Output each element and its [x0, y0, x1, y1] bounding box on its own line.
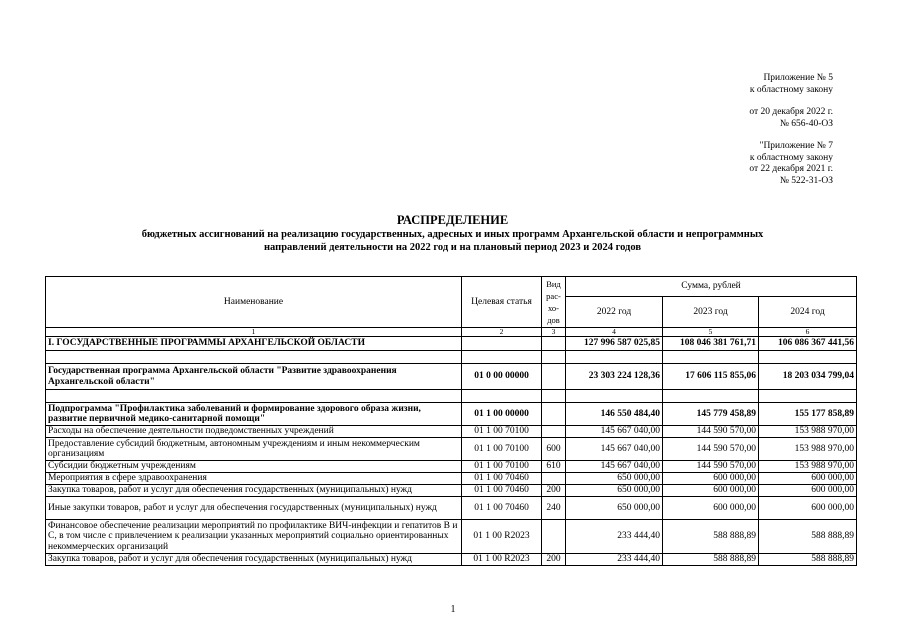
row-type: 240	[542, 497, 566, 520]
row-name: Закупка товаров, работ и услуг для обеспечения государственных (муниципальных) нужд	[46, 485, 462, 497]
row-code: 01 1 00 R2023	[462, 554, 542, 566]
row-2023: 144 590 570,00	[663, 461, 759, 473]
appendix-line: от 20 декабря 2022 г.	[749, 107, 833, 117]
row-name: Финансовое обеспечение реализации мероприятий по профилактике ВИЧ-инфекции и гепатитов В и С, в том числе с привлечением к реализации указанных мероприятий социально ориентированных некоммерческих организаций	[46, 520, 462, 554]
table-row	[46, 364, 857, 390]
row-name: Предоставление субсидий бюджетным, автономным учреждениям и иным некоммерческим организациям	[46, 438, 462, 461]
table-row	[46, 426, 857, 438]
row-2024: 600 000,00	[759, 473, 857, 485]
row-code: 01 1 00 70460	[462, 497, 542, 520]
table-row	[46, 473, 857, 485]
row-2023: 17 606 115 855,06	[663, 364, 759, 390]
row-2024: 153 988 970,00	[759, 438, 857, 461]
row-type	[542, 473, 566, 485]
appendix-line: "Приложение № 7	[759, 141, 833, 151]
appendix-line: № 656-40-ОЗ	[779, 118, 833, 129]
row-type	[542, 351, 566, 364]
row-2022	[566, 351, 663, 364]
column-number: 4	[566, 328, 663, 337]
column-number: 6	[759, 328, 857, 337]
row-2024: 18 203 034 799,04	[759, 364, 857, 390]
row-2022: 127 996 587 025,85	[566, 337, 663, 351]
row-2024: 600 000,00	[759, 497, 857, 520]
row-2023: 588 888,89	[663, 554, 759, 566]
row-2023: 600 000,00	[663, 473, 759, 485]
table-row	[46, 497, 857, 520]
row-name	[46, 351, 462, 364]
row-name	[46, 390, 462, 403]
row-name: Субсидии бюджетным учреждениям	[46, 461, 462, 473]
header-target: Целевая статья	[462, 277, 542, 328]
appendix-line: от 22 декабря 2021 г.	[749, 164, 833, 174]
appendix-line: к областному закону	[749, 84, 833, 95]
header-year-2024: 2024 год	[759, 297, 857, 328]
title-line: бюджетных ассигнований на реализацию государственных, адресных и иных программ Архангельской области и непрограммных	[141, 229, 764, 240]
row-2022	[566, 390, 663, 403]
row-2024: 153 988 970,00	[759, 461, 857, 473]
row-2022: 650 000,00	[566, 473, 663, 485]
row-code: 01 1 00 00000	[462, 403, 542, 426]
row-2024: 588 888,89	[759, 520, 857, 554]
row-type	[542, 403, 566, 426]
appendix-line: к областному закону	[749, 152, 833, 163]
table-row	[46, 520, 857, 554]
document-title	[40, 213, 865, 254]
header-year-2023: 2023 год	[663, 297, 759, 328]
row-code: 01 1 00 70460	[462, 485, 542, 497]
table-row	[46, 554, 857, 566]
row-name: Государственная программа Архангельской области "Развитие здравоохранения Архангельской области"	[46, 364, 462, 390]
row-code: 01 1 00 70100	[462, 461, 542, 473]
row-type	[542, 364, 566, 390]
row-2024: 106 086 367 441,56	[759, 337, 857, 351]
table-row	[46, 485, 857, 497]
header-year-2022: 2022 год	[566, 297, 663, 328]
budget-table	[45, 276, 857, 566]
header-sum: Сумма, рублей	[566, 277, 857, 297]
row-2023: 144 590 570,00	[663, 438, 759, 461]
row-2024: 155 177 858,89	[759, 403, 857, 426]
column-number: 1	[46, 328, 462, 337]
row-2022: 146 550 484,40	[566, 403, 663, 426]
row-type: 610	[542, 461, 566, 473]
row-name: Мероприятия в сфере здравоохранения	[46, 473, 462, 485]
table-row	[46, 461, 857, 473]
row-code: 01 0 00 00000	[462, 364, 542, 390]
row-name: Расходы на обеспечение деятельности подведомственных учреждений	[46, 426, 462, 438]
row-2023: 144 590 570,00	[663, 426, 759, 438]
row-code	[462, 337, 542, 351]
row-2024	[759, 351, 857, 364]
header-type: Вид рас-хо-дов	[542, 277, 566, 328]
row-type: 600	[542, 438, 566, 461]
row-code: 01 1 00 70100	[462, 426, 542, 438]
row-2023: 145 779 458,89	[663, 403, 759, 426]
table-row	[46, 403, 857, 426]
row-type: 200	[542, 485, 566, 497]
row-type: 200	[542, 554, 566, 566]
appendix-line: № 522-31-ОЗ	[779, 175, 833, 186]
column-number: 5	[663, 328, 759, 337]
column-number: 2	[462, 328, 542, 337]
row-type	[542, 520, 566, 554]
row-2024	[759, 390, 857, 403]
title-line: направлений деятельности на 2022 год и на плановый период 2023 и 2024 годов	[263, 242, 641, 253]
row-name: I. ГОСУДАРСТВЕННЫЕ ПРОГРАММЫ АРХАНГЕЛЬСКОЙ ОБЛАСТИ	[46, 337, 462, 351]
row-code: 01 1 00 70100	[462, 438, 542, 461]
row-code: 01 1 00 R2023	[462, 520, 542, 554]
title-main: РАСПРЕДЕЛЕНИЕ	[396, 213, 509, 227]
row-code: 01 1 00 70460	[462, 473, 542, 485]
table-row	[46, 438, 857, 461]
row-name: Иные закупки товаров, работ и услуг для обеспечения государственных (муниципальных) нужд	[46, 497, 462, 520]
page-number: 1	[450, 604, 456, 615]
row-2023: 588 888,89	[663, 520, 759, 554]
header-name: Наименование	[46, 277, 462, 328]
table-row-empty	[46, 351, 857, 364]
header-row	[46, 277, 857, 297]
row-2024: 600 000,00	[759, 485, 857, 497]
row-2022: 233 444,40	[566, 554, 663, 566]
row-2023	[663, 351, 759, 364]
row-2022: 145 667 040,00	[566, 426, 663, 438]
row-2022: 145 667 040,00	[566, 438, 663, 461]
row-2022: 233 444,40	[566, 520, 663, 554]
table-row-empty	[46, 390, 857, 403]
row-2023: 600 000,00	[663, 497, 759, 520]
row-2023	[663, 390, 759, 403]
row-2022: 650 000,00	[566, 497, 663, 520]
row-name: Подпрограмма "Профилактика заболеваний и формирование здорового образа жизни, развитие первичной медико-санитарной помощи"	[46, 403, 462, 426]
row-type	[542, 337, 566, 351]
appendix-line: Приложение № 5	[763, 73, 833, 83]
column-number: 3	[542, 328, 566, 337]
row-name: Закупка товаров, работ и услуг для обеспечения государственных (муниципальных) нужд	[46, 554, 462, 566]
row-2024: 588 888,89	[759, 554, 857, 566]
row-code	[462, 351, 542, 364]
row-2022: 650 000,00	[566, 485, 663, 497]
row-2023: 600 000,00	[663, 485, 759, 497]
row-2023: 108 046 381 761,71	[663, 337, 759, 351]
row-2024: 153 988 970,00	[759, 426, 857, 438]
row-code	[462, 390, 542, 403]
table-row	[46, 337, 857, 351]
row-2022: 23 303 224 128,36	[566, 364, 663, 390]
appendix-header	[633, 73, 833, 187]
column-number-row	[46, 328, 857, 337]
row-type	[542, 390, 566, 403]
row-2022: 145 667 040,00	[566, 461, 663, 473]
row-type	[542, 426, 566, 438]
